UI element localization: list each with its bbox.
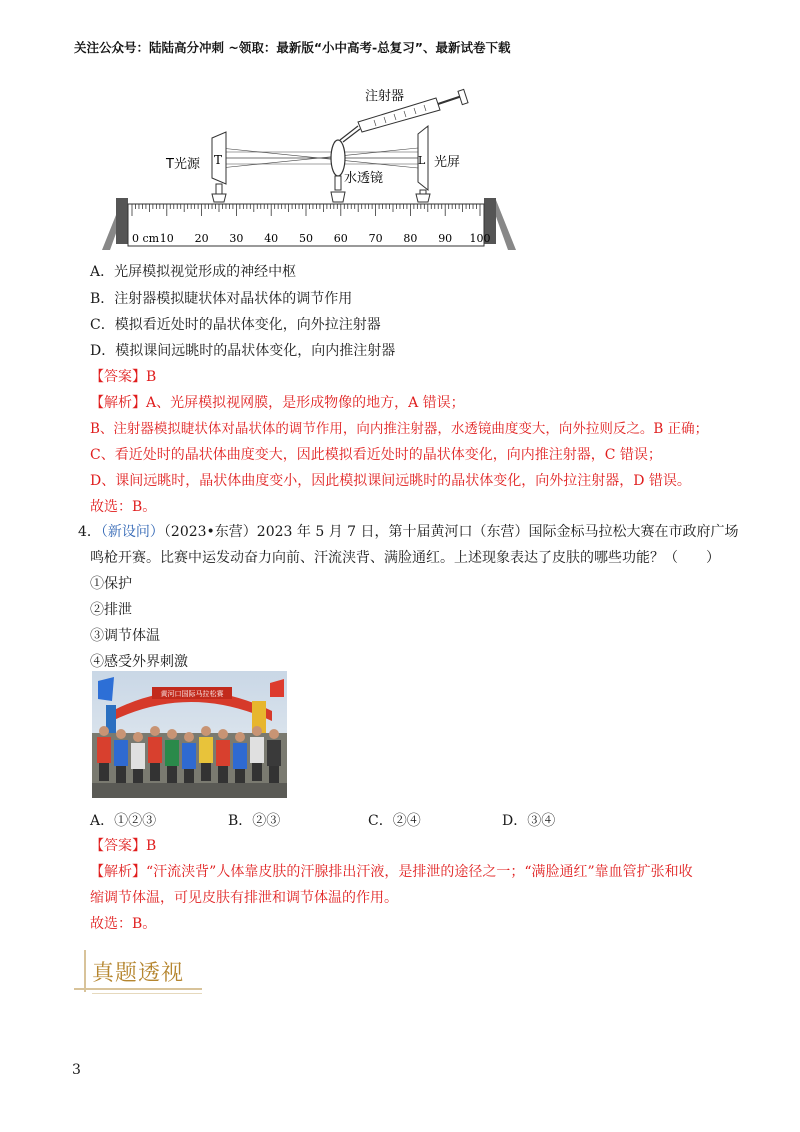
optics-experiment-figure — [88, 82, 528, 262]
ruler-unit-label: 0 cm — [132, 232, 160, 245]
water-lens-label: 水透镜 — [344, 171, 384, 186]
marathon-photo — [92, 671, 287, 798]
q4-choice-1: ①保护 — [90, 576, 132, 592]
ruler-tick-label: 100 — [469, 232, 491, 245]
section-decoration-underline — [74, 988, 202, 990]
section-decoration-underline-2 — [92, 993, 202, 994]
svg-text:T: T — [214, 153, 223, 167]
ruler-tick-label: 60 — [333, 232, 348, 245]
q4-analysis-tag: 【解析】 — [90, 864, 146, 880]
q3-analysis-line-1: 【解析】A、光屏模拟视网膜，是形成物像的地方，A 错误； — [90, 395, 465, 411]
q4-conclusion: 故选：B。 — [90, 916, 157, 932]
q3-analysis-line-4: D、课间远眺时，晶状体曲度变小，因此模拟课间远眺时的晶状体变化，向外拉注射器，D 错误。 — [90, 473, 691, 489]
ruler-tick-label: 10 — [159, 232, 174, 245]
page-number: 3 — [72, 1062, 81, 1078]
ruler-tick-label: 40 — [264, 232, 279, 245]
q3-conclusion: 故选：B。 — [90, 499, 157, 515]
q3-analysis-line-3: C、看近处时的晶状体曲度变大，因此模拟看近处时的晶状体变化，向内推注射器，C 错误； — [90, 447, 662, 463]
q4-stem-line-2: 鸣枪开赛。比赛中运发动奋力向前、汗流浃背、满脸通红。上述现象表达了皮肤的哪些功能？（ ） — [90, 550, 720, 566]
q3-analysis-line-2: B、注射器模拟睫状体对晶状体的调节作用，向内推注射器，水透镜曲度变大，向外拉则反之。B 正确； — [90, 421, 709, 437]
ruler-tick-label: 80 — [403, 232, 418, 245]
svg-text:L: L — [418, 154, 426, 167]
section-title: 真题透视 — [92, 961, 185, 986]
q3-option-d: D．模拟课间远眺时的晶状体变化，向内推注射器 — [90, 343, 396, 359]
section-decoration-vertical — [84, 950, 86, 992]
q4-stem-line-1: 4．（新设问）（2023•东营）2023 年 5 月 7 日，第十届黄河口（东营）国际金标马拉松大赛在市政府广场 — [78, 524, 739, 540]
q4-analysis-line-2: 缩调节体温，可见皮肤有排泄和调节体温的作用。 — [90, 890, 398, 906]
ruler-tick-label: 30 — [229, 232, 244, 245]
q4-option-c: C．②④ — [368, 813, 421, 829]
q3-option-c: C．模拟看近处时的晶状体变化，向外拉注射器 — [90, 317, 381, 333]
q4-answer: 【答案】B — [90, 838, 157, 854]
q3-analysis-tag: 【解析】 — [90, 395, 146, 411]
water-lens — [331, 140, 345, 176]
q3-answer: 【答案】B — [90, 369, 157, 385]
q4-option-d: D．③④ — [502, 813, 556, 829]
q4-option-b: B．②③ — [228, 813, 281, 829]
screen-label: 光屏 — [434, 155, 461, 170]
q4-tag: （新设问） — [100, 524, 164, 540]
q4-choice-2: ②排泄 — [90, 602, 132, 618]
q3-option-b: B．注射器模拟睫状体对晶状体的调节作用 — [90, 291, 353, 307]
light-source-label: T光源 — [166, 157, 200, 172]
syringe-label: 注射器 — [365, 89, 405, 104]
q4-option-a: A．①②③ — [90, 813, 157, 829]
q3-option-a: A．光屏模拟视觉形成的神经中枢 — [90, 264, 297, 280]
ruler-tick-label: 70 — [368, 232, 383, 245]
optics-bench-diagram — [88, 82, 528, 262]
q4-choice-4: ④感受外界刺激 — [90, 654, 188, 670]
q4-choice-3: ③调节体温 — [90, 628, 160, 644]
ruler-tick-label: 90 — [438, 232, 453, 245]
page-header: 关注公众号：陆陆高分冲刺 ~领取：最新版“小中高考-总复习”、最新试卷下载 — [74, 40, 511, 55]
q4-analysis-line-1: 【解析】“汗流浃背”人体靠皮肤的汗腺排出汗液，是排泄的途径之一；“满脸通红”靠血管扩张和收 — [90, 864, 693, 880]
bench-end-left — [116, 198, 128, 244]
q4-number: 4． — [78, 524, 101, 540]
ruler-tick-label: 20 — [194, 232, 209, 245]
photo-banner-text: 黄河口国际马拉松赛 — [160, 690, 224, 698]
ruler-tick-label: 50 — [299, 232, 313, 245]
